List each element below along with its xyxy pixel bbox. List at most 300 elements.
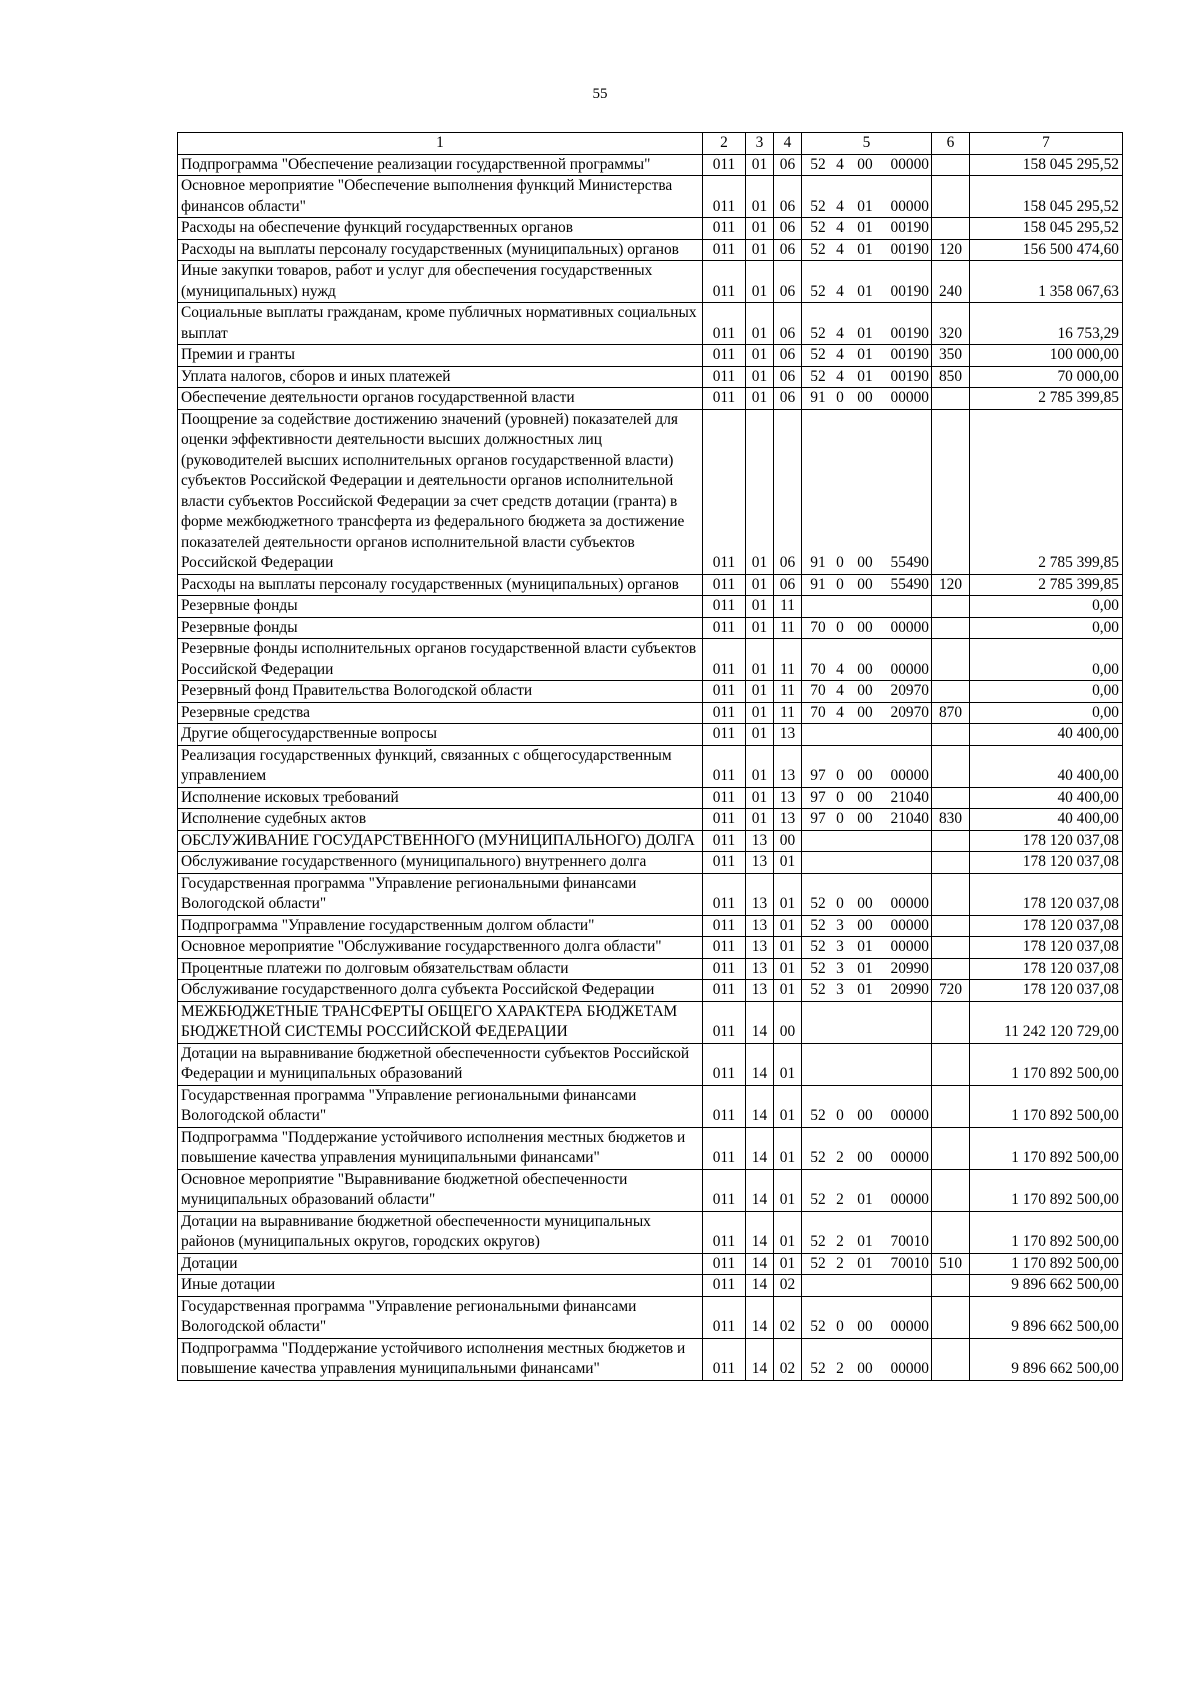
expense-type-code [932,617,970,639]
subsection-code: 11 [774,702,802,724]
target-article-part: 21040 [890,788,929,806]
target-article-part: 97 [810,788,826,806]
subsection-code: 01 [774,958,802,980]
target-article-code [802,1043,932,1085]
row-name: Государственная программа "Управление региональными финансами Вологодской области" [178,1085,703,1127]
row-name: Реализация государственных функций, связанных с общегосударственным управлением [178,745,703,787]
target-article-part: 00190 [890,324,929,342]
target-article-code [802,239,932,261]
amount: 0,00 [970,681,1123,703]
amount: 178 120 037,08 [970,958,1123,980]
table-row [178,1043,1123,1085]
page-number: 55 [592,86,608,102]
amount: 158 045 295,52 [970,218,1123,240]
target-article-part: 20970 [890,703,929,721]
target-article-part: 0 [836,767,844,784]
target-article-part: 00000 [890,618,929,636]
target-article-part: 0 [836,1107,844,1124]
ministry-code: 011 [703,809,746,831]
target-article-code [802,596,932,618]
table-row [178,596,1123,618]
header-row [178,133,1123,155]
amount: 178 120 037,08 [970,980,1123,1002]
section-code: 01 [746,596,774,618]
expense-type-code [932,176,970,218]
subsection-code: 06 [774,176,802,218]
target-article-part: 00000 [890,1149,929,1166]
expense-type-code: 120 [932,574,970,596]
row-name: Расходы на выплаты персоналу государственных (муниципальных) органов [178,574,703,596]
target-article-part: 52 [810,240,826,258]
row-name: Подпрограмма "Поддержание устойчивого исполнения местных бюджетов и повышение качества управления муниципальными финансами" [178,1338,703,1380]
subsection-code: 06 [774,366,802,388]
table-row [178,261,1123,303]
expense-type-code: 320 [932,303,970,345]
target-article-part: 2 [836,1233,844,1250]
ministry-code: 011 [703,1127,746,1169]
target-article-part: 00 [857,1149,873,1166]
section-code: 01 [746,724,774,746]
expense-type-code [932,1211,970,1253]
subsection-code: 13 [774,787,802,809]
target-article-part: 01 [857,938,873,955]
row-name: Подпрограмма "Управление государственным долгом области" [178,915,703,937]
ministry-code: 011 [703,176,746,218]
target-article-code [802,915,932,937]
row-name: Подпрограмма "Обеспечение реализации государственной программы" [178,154,703,176]
target-article-part: 00000 [890,660,929,678]
expense-type-code [932,1169,970,1211]
target-article-part: 00190 [890,346,929,363]
target-article-part: 52 [810,1107,826,1124]
ministry-code: 011 [703,852,746,874]
target-article-code [802,1169,932,1211]
target-article-part: 4 [836,197,844,215]
row-name: Основное мероприятие "Выравнивание бюджетной обеспеченности муниципальных образований области" [178,1169,703,1211]
target-article-part: 4 [836,703,844,721]
row-name: Резервный фонд Правительства Вологодской области [178,681,703,703]
section-code: 01 [746,745,774,787]
ministry-code: 011 [703,1296,746,1338]
expense-type-code [932,1296,970,1338]
section-code: 13 [746,830,774,852]
table-row [178,1296,1123,1338]
expense-type-code [932,1043,970,1085]
column-header: 5 [802,133,932,155]
subsection-code: 01 [774,1127,802,1169]
section-code: 14 [746,1043,774,1085]
target-article-part: 70 [810,618,826,636]
ministry-code: 011 [703,1275,746,1297]
row-name: Государственная программа "Управление региональными финансами Вологодской области" [178,1296,703,1338]
amount: 40 400,00 [970,724,1123,746]
column-header: 3 [746,133,774,155]
subsection-code: 01 [774,852,802,874]
target-article-part: 01 [857,1233,873,1250]
ministry-code: 011 [703,388,746,410]
target-article-part: 70 [810,682,826,699]
table-row [178,574,1123,596]
target-article-part: 0 [836,1318,844,1335]
target-article-part: 20990 [890,959,929,977]
target-article-part: 3 [836,938,844,955]
target-article-part: 91 [810,575,826,593]
row-name: Резервные средства [178,702,703,724]
row-name: Дотации [178,1253,703,1275]
expense-type-code [932,915,970,937]
target-article-part: 00 [857,810,873,827]
amount: 9 896 662 500,00 [970,1296,1123,1338]
expense-type-code [932,681,970,703]
target-article-part: 4 [836,324,844,342]
table-row [178,1169,1123,1211]
target-article-part: 52 [810,1318,826,1335]
table-row [178,409,1123,574]
target-article-part: 55490 [890,575,929,593]
subsection-code: 13 [774,809,802,831]
ministry-code: 011 [703,345,746,367]
amount: 9 896 662 500,00 [970,1275,1123,1297]
subsection-code: 01 [774,980,802,1002]
row-name: Основное мероприятие "Обслуживание государственного долга области" [178,937,703,959]
target-article-part: 52 [810,916,826,934]
subsection-code: 01 [774,1169,802,1211]
ministry-code: 011 [703,745,746,787]
target-article-part: 21040 [890,810,929,827]
target-article-part: 00 [857,389,873,406]
target-article-part: 00000 [890,767,929,784]
amount: 178 120 037,08 [970,830,1123,852]
subsection-code: 02 [774,1338,802,1380]
target-article-part: 00000 [890,916,929,934]
target-article-code [802,176,932,218]
ministry-code: 011 [703,873,746,915]
target-article-part: 52 [810,959,826,977]
target-article-part: 00000 [890,155,929,173]
target-article-part: 01 [857,959,873,977]
target-article-part: 52 [810,324,826,342]
target-article-part: 3 [836,916,844,934]
row-name: Социальные выплаты гражданам, кроме публичных нормативных социальных выплат [178,303,703,345]
amount: 1 170 892 500,00 [970,1085,1123,1127]
target-article-code [802,1001,932,1043]
target-article-part: 52 [810,981,826,998]
target-article-part: 4 [836,367,844,385]
section-code: 01 [746,218,774,240]
target-article-part: 52 [810,1233,826,1250]
target-article-code [802,345,932,367]
target-article-part: 01 [857,981,873,998]
amount: 11 242 120 729,00 [970,1001,1123,1043]
target-article-part: 00 [857,660,873,678]
expense-type-code [932,745,970,787]
subsection-code: 06 [774,218,802,240]
table-row [178,366,1123,388]
expense-type-code [932,830,970,852]
target-article-part: 91 [810,554,826,571]
ministry-code: 011 [703,303,746,345]
row-name: Государственная программа "Управление региональными финансами Вологодской области" [178,873,703,915]
target-article-part: 52 [810,219,826,236]
target-article-code [802,852,932,874]
section-code: 13 [746,852,774,874]
amount: 178 120 037,08 [970,937,1123,959]
subsection-code: 00 [774,830,802,852]
table-row [178,639,1123,681]
row-name: Подпрограмма "Поддержание устойчивого исполнения местных бюджетов и повышение качества управления муниципальными финансами" [178,1127,703,1169]
row-name: Исполнение судебных актов [178,809,703,831]
subsection-code: 06 [774,239,802,261]
target-article-part: 00190 [890,240,929,258]
row-name: МЕЖБЮДЖЕТНЫЕ ТРАНСФЕРТЫ ОБЩЕГО ХАРАКТЕРА БЮДЖЕТАМ БЮДЖЕТНОЙ СИСТЕМЫ РОССИЙСКОЙ ФЕДЕРАЦИИ [178,1001,703,1043]
target-article-part: 55490 [890,554,929,571]
target-article-code [802,745,932,787]
row-name: Основное мероприятие "Обеспечение выполнения функций Министерства финансов области" [178,176,703,218]
amount: 2 785 399,85 [970,574,1123,596]
ministry-code: 011 [703,681,746,703]
table-row [178,1001,1123,1043]
amount: 2 785 399,85 [970,388,1123,410]
target-article-part: 20970 [890,682,929,699]
amount: 158 045 295,52 [970,176,1123,218]
section-code: 14 [746,1127,774,1169]
target-article-part: 91 [810,389,826,406]
target-article-part: 00 [857,1360,873,1377]
target-article-code [802,937,932,959]
target-article-code [802,724,932,746]
target-article-part: 0 [836,618,844,636]
section-code: 14 [746,1253,774,1275]
target-article-part: 52 [810,1191,826,1208]
column-header: 4 [774,133,802,155]
expense-type-code: 510 [932,1253,970,1275]
ministry-code: 011 [703,937,746,959]
target-article-part: 3 [836,981,844,998]
target-article-part: 3 [836,959,844,977]
target-article-part: 00 [857,895,873,912]
table-row [178,852,1123,874]
expense-type-code [932,873,970,915]
expense-type-code [932,852,970,874]
ministry-code: 011 [703,1043,746,1085]
section-code: 13 [746,915,774,937]
subsection-code: 01 [774,873,802,915]
ministry-code: 011 [703,724,746,746]
amount: 16 753,29 [970,303,1123,345]
amount: 0,00 [970,702,1123,724]
ministry-code: 011 [703,787,746,809]
target-article-part: 70 [810,660,826,678]
target-article-part: 00190 [890,219,929,236]
column-header: 1 [178,133,703,155]
target-article-part: 00 [857,155,873,173]
target-article-part: 01 [857,282,873,300]
target-article-part: 01 [857,219,873,236]
target-article-part: 4 [836,240,844,258]
section-code: 14 [746,1338,774,1380]
ministry-code: 011 [703,1001,746,1043]
table-row [178,980,1123,1002]
target-article-part: 4 [836,346,844,363]
amount: 0,00 [970,596,1123,618]
target-article-part: 70 [810,703,826,721]
section-code: 13 [746,958,774,980]
table-row [178,1085,1123,1127]
table-row [178,1127,1123,1169]
amount: 156 500 474,60 [970,239,1123,261]
ministry-code: 011 [703,1211,746,1253]
table-body [178,154,1123,1380]
target-article-part: 00 [857,1318,873,1335]
ministry-code: 011 [703,980,746,1002]
row-name: Иные дотации [178,1275,703,1297]
amount: 178 120 037,08 [970,873,1123,915]
target-article-code [802,958,932,980]
subsection-code: 01 [774,1043,802,1085]
subsection-code: 06 [774,574,802,596]
expense-type-code [932,1001,970,1043]
target-article-part: 70010 [890,1254,929,1272]
target-article-part: 00 [857,767,873,784]
target-article-code [802,218,932,240]
expense-type-code: 850 [932,366,970,388]
amount: 178 120 037,08 [970,852,1123,874]
subsection-code: 01 [774,1085,802,1127]
row-name: Обеспечение деятельности органов государственной власти [178,388,703,410]
subsection-code: 13 [774,745,802,787]
target-article-part: 00 [857,703,873,721]
section-code: 01 [746,154,774,176]
ministry-code: 011 [703,830,746,852]
section-code: 01 [746,366,774,388]
amount: 1 358 067,63 [970,261,1123,303]
section-code: 01 [746,303,774,345]
target-article-part: 01 [857,324,873,342]
amount: 9 896 662 500,00 [970,1338,1123,1380]
expense-type-code: 120 [932,239,970,261]
table-row [178,681,1123,703]
target-article-code [802,809,932,831]
section-code: 01 [746,388,774,410]
table-row [178,830,1123,852]
target-article-part: 00 [857,1107,873,1124]
target-article-part: 52 [810,155,826,173]
row-name: Обслуживание государственного (муниципального) внутреннего долга [178,852,703,874]
target-article-part: 00190 [890,367,929,385]
target-article-code [802,261,932,303]
target-article-part: 00 [857,618,873,636]
expense-type-code [932,1127,970,1169]
row-name: Премии и гранты [178,345,703,367]
section-code: 14 [746,1085,774,1127]
target-article-part: 01 [857,240,873,258]
target-article-part: 0 [836,810,844,827]
subsection-code: 06 [774,409,802,574]
amount: 0,00 [970,639,1123,681]
section-code: 01 [746,702,774,724]
target-article-part: 0 [836,389,844,406]
section-code: 14 [746,1001,774,1043]
target-article-code [802,1338,932,1380]
ministry-code: 011 [703,1338,746,1380]
section-code: 14 [746,1275,774,1297]
target-article-part: 97 [810,767,826,784]
table-row [178,937,1123,959]
table-row [178,915,1123,937]
row-name: Поощрение за содействие достижению значений (уровней) показателей для оценки эффективности деятельности высших должностных лиц (руководителей высших исполнительных органов государственной власти) субъектов Российской Федерации и деятельности органов исполнительной власти субъектов Российской Федерации за счет средств дотации (гранта) в форме межбюджетного трансферта из федерального бюджета за достижение показателей деятельности органов исполнительной власти субъектов Российской Федерации [178,409,703,574]
target-article-part: 52 [810,197,826,215]
target-article-part: 70010 [890,1233,929,1250]
target-article-code [802,980,932,1002]
amount: 40 400,00 [970,745,1123,787]
target-article-part: 52 [810,346,826,363]
expense-type-code: 350 [932,345,970,367]
target-article-code [802,617,932,639]
target-article-code [802,1296,932,1338]
section-code: 01 [746,787,774,809]
expense-type-code [932,958,970,980]
amount: 1 170 892 500,00 [970,1127,1123,1169]
expense-type-code [932,409,970,574]
section-code: 14 [746,1169,774,1211]
target-article-code [802,787,932,809]
row-name: Иные закупки товаров, работ и услуг для обеспечения государственных (муниципальных) нужд [178,261,703,303]
target-article-part: 4 [836,682,844,699]
subsection-code: 11 [774,596,802,618]
target-article-part: 52 [810,895,826,912]
subsection-code: 13 [774,724,802,746]
row-name: Дотации на выравнивание бюджетной обеспеченности муниципальных районов (муниципальных округов, городских округов) [178,1211,703,1253]
target-article-part: 52 [810,938,826,955]
expense-type-code: 830 [932,809,970,831]
row-name: Процентные платежи по долговым обязательствам области [178,958,703,980]
target-article-part: 2 [836,1360,844,1377]
target-article-part: 52 [810,282,826,300]
ministry-code: 011 [703,1085,746,1127]
section-code: 13 [746,937,774,959]
row-name: Резервные фонды [178,617,703,639]
row-name: Другие общегосударственные вопросы [178,724,703,746]
amount: 100 000,00 [970,345,1123,367]
ministry-code: 011 [703,958,746,980]
row-name: Уплата налогов, сборов и иных платежей [178,366,703,388]
target-article-part: 0 [836,895,844,912]
target-article-part: 00 [857,682,873,699]
target-article-part: 97 [810,810,826,827]
target-article-part: 52 [810,1360,826,1377]
target-article-part: 0 [836,554,844,571]
budget-table [177,132,1123,1381]
table-row [178,702,1123,724]
ministry-code: 011 [703,915,746,937]
expense-type-code [932,937,970,959]
table-row [178,176,1123,218]
table-row [178,958,1123,980]
target-article-part: 0 [836,575,844,593]
target-article-code [802,303,932,345]
subsection-code: 00 [774,1001,802,1043]
target-article-part: 0 [836,788,844,806]
target-article-part: 2 [836,1254,844,1272]
target-article-code [802,830,932,852]
column-header: 6 [932,133,970,155]
target-article-part: 00000 [890,1107,929,1124]
ministry-code: 011 [703,218,746,240]
row-name: Обслуживание государственного долга субъекта Российской Федерации [178,980,703,1002]
table-row [178,303,1123,345]
target-article-part: 00 [857,916,873,934]
target-article-part: 2 [836,1149,844,1166]
